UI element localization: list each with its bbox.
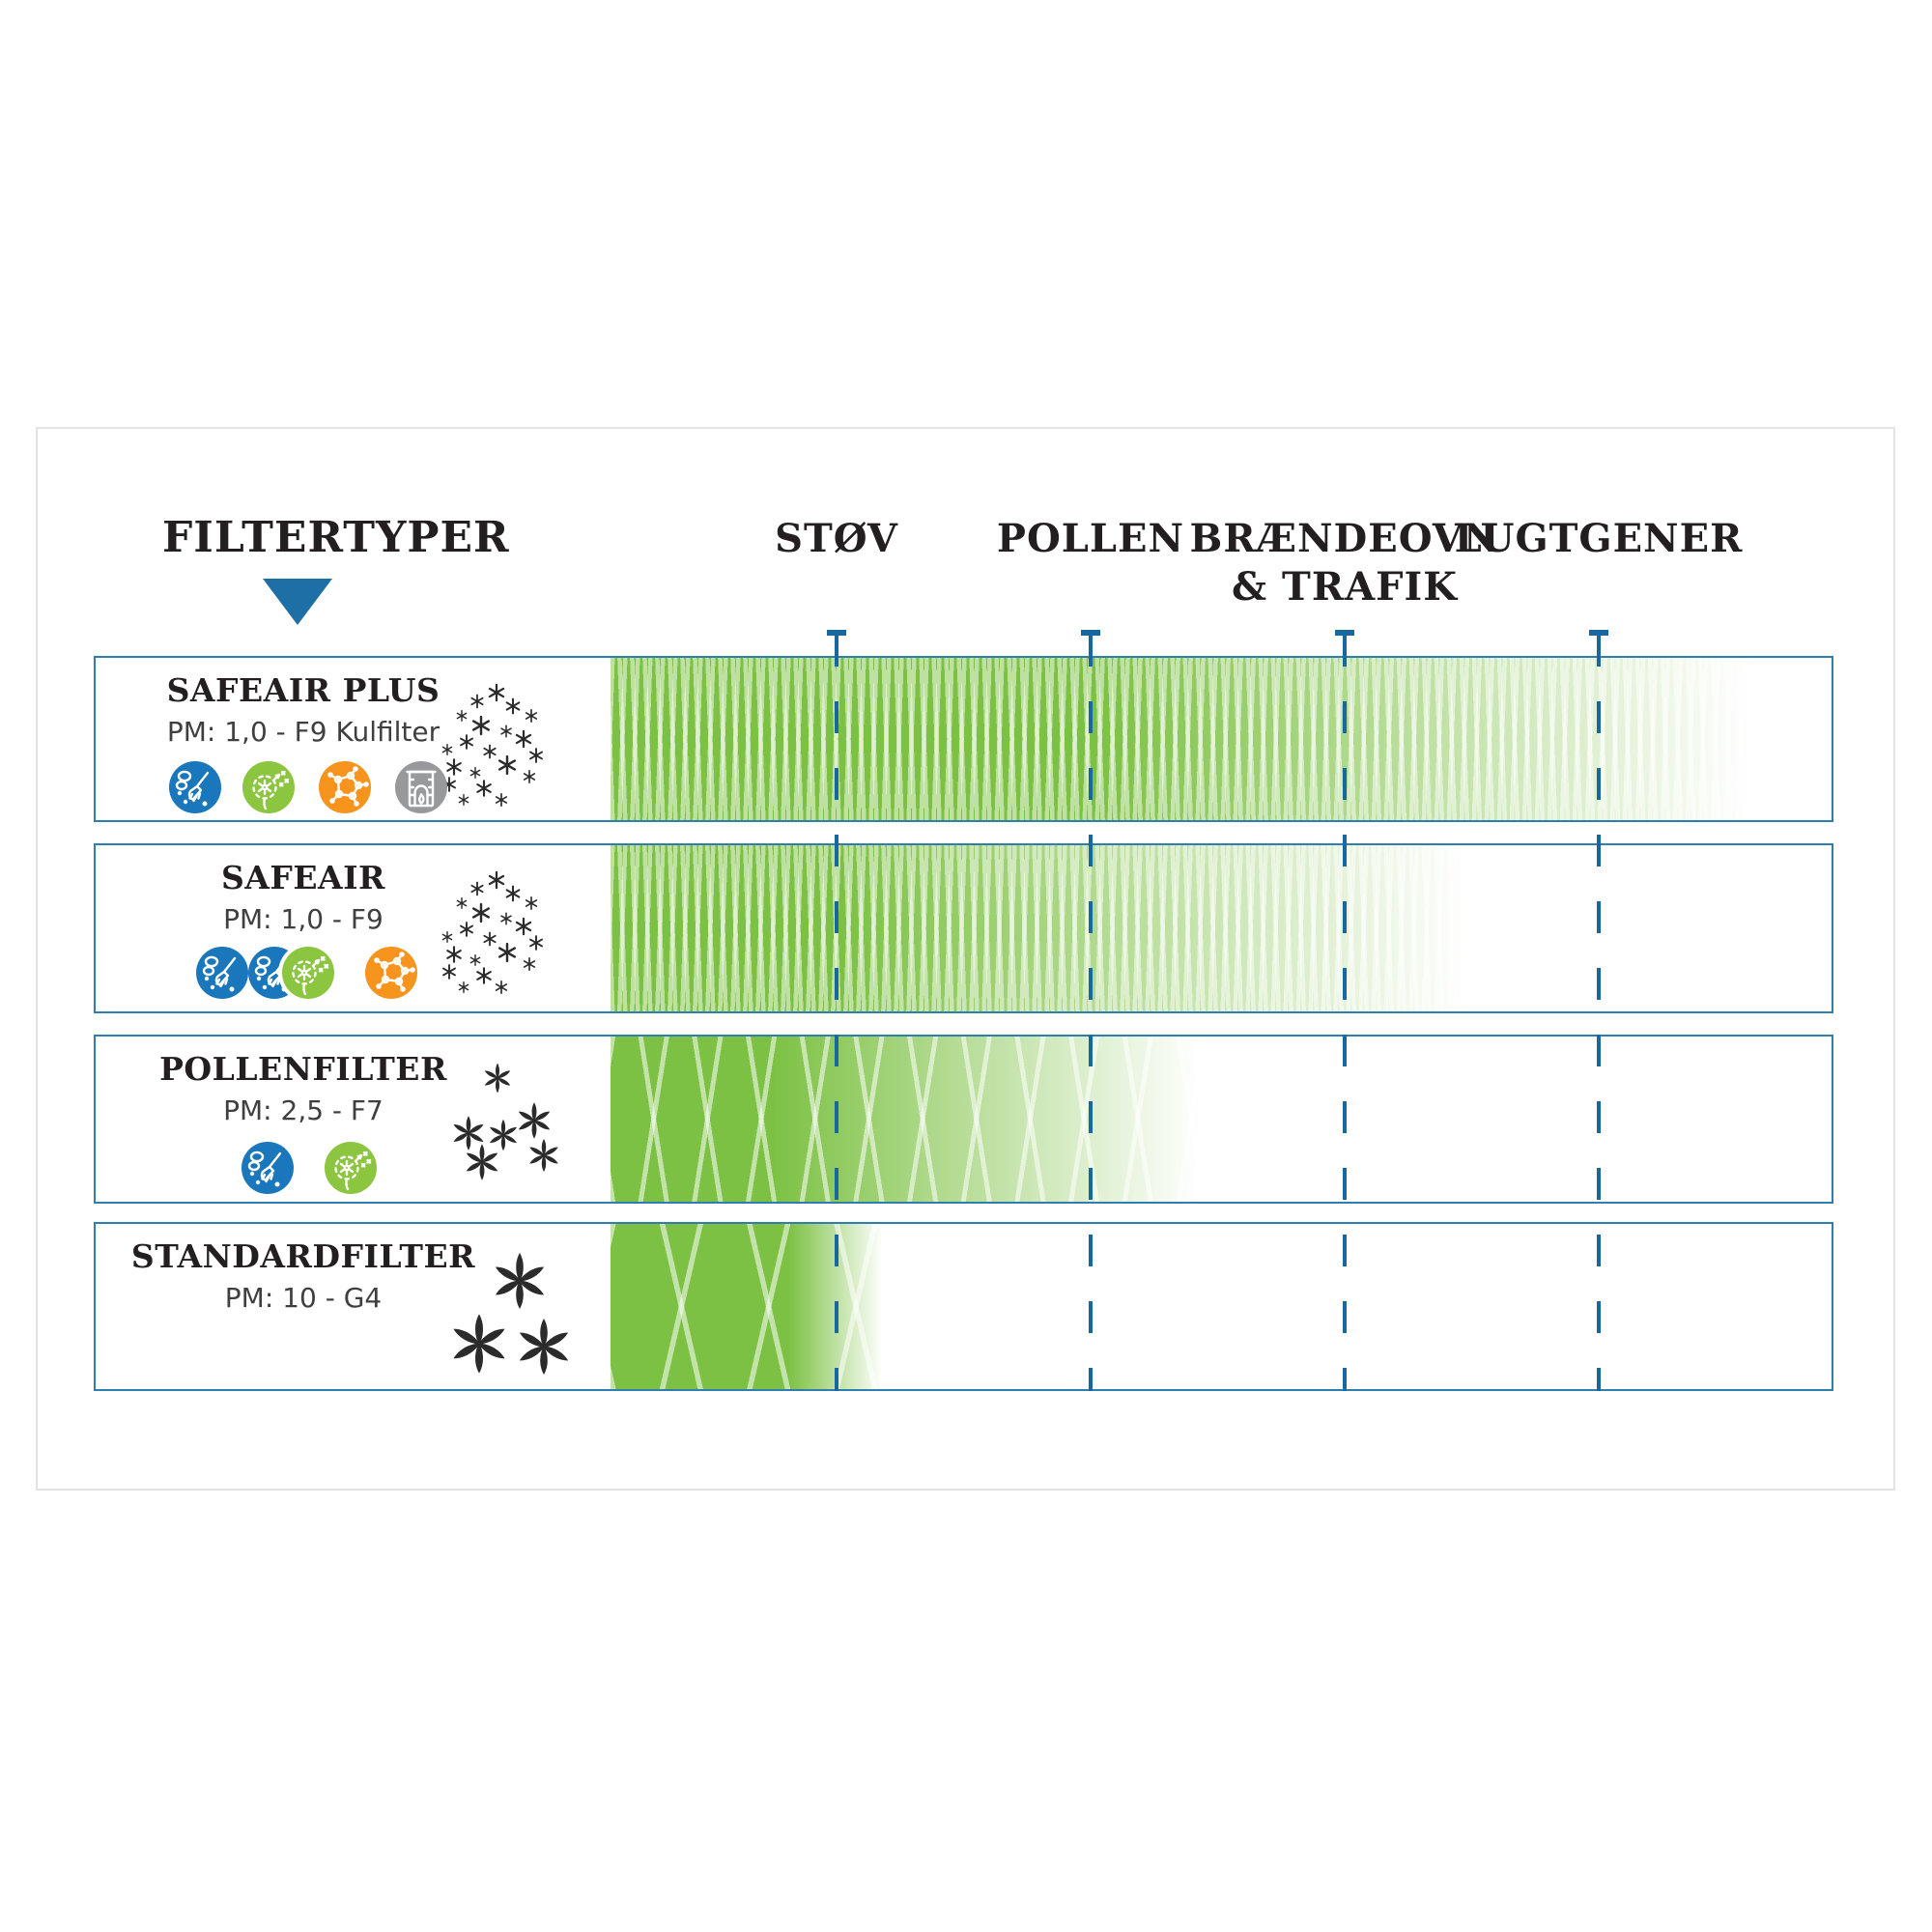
column-header-braendeovn-trafik: BRÆNDEOVN & TRAFIK — [1189, 516, 1500, 610]
pollen-icon — [282, 947, 334, 999]
dust-icon — [242, 1142, 294, 1194]
dust-icon — [169, 761, 221, 813]
guide-line-stov — [835, 635, 838, 1391]
filter-name: POLLENFILTER — [159, 1050, 447, 1088]
filter-row-pollenfilter — [94, 1035, 1833, 1204]
column-header-pollen: POLLEN — [996, 516, 1185, 561]
filter-spec: PM: 1,0 - F9 Kulfilter — [166, 716, 440, 748]
filter-name: STANDARDFILTER — [130, 1237, 476, 1275]
molecule-icon — [365, 947, 417, 999]
filter-spec: PM: 10 - G4 — [224, 1282, 383, 1314]
pollen-icon — [325, 1142, 377, 1194]
column-header-lugtgener: LUGTGENER — [1454, 516, 1744, 561]
fireplace-icon — [395, 761, 447, 813]
coverage-bar — [611, 658, 1830, 820]
filter-spec: PM: 1,0 - F9 — [223, 903, 384, 935]
filter-name: SAFEAIR — [221, 859, 385, 896]
guide-line-braendeovn — [1343, 635, 1347, 1391]
coverage-bar — [611, 1224, 1830, 1389]
pollen-icon — [242, 761, 295, 813]
filter-name: SAFEAIR PLUS — [166, 671, 440, 709]
coverage-bar — [611, 1037, 1830, 1202]
molecule-icon — [319, 761, 371, 813]
guide-line-pollen — [1089, 635, 1093, 1391]
filter-row-safeair — [94, 843, 1833, 1013]
page-title: FILTERTYPER — [162, 513, 510, 562]
filter-spec: PM: 2,5 - F7 — [223, 1094, 384, 1126]
coverage-bar — [611, 845, 1830, 1011]
down-triangle-icon — [263, 579, 332, 625]
column-header-stov: STØV — [775, 516, 898, 561]
filter-row-safeair-plus — [94, 656, 1833, 822]
filter-row-standardfilter — [94, 1222, 1833, 1391]
guide-line-lugtgener — [1597, 635, 1601, 1391]
dust-icon — [196, 947, 248, 999]
